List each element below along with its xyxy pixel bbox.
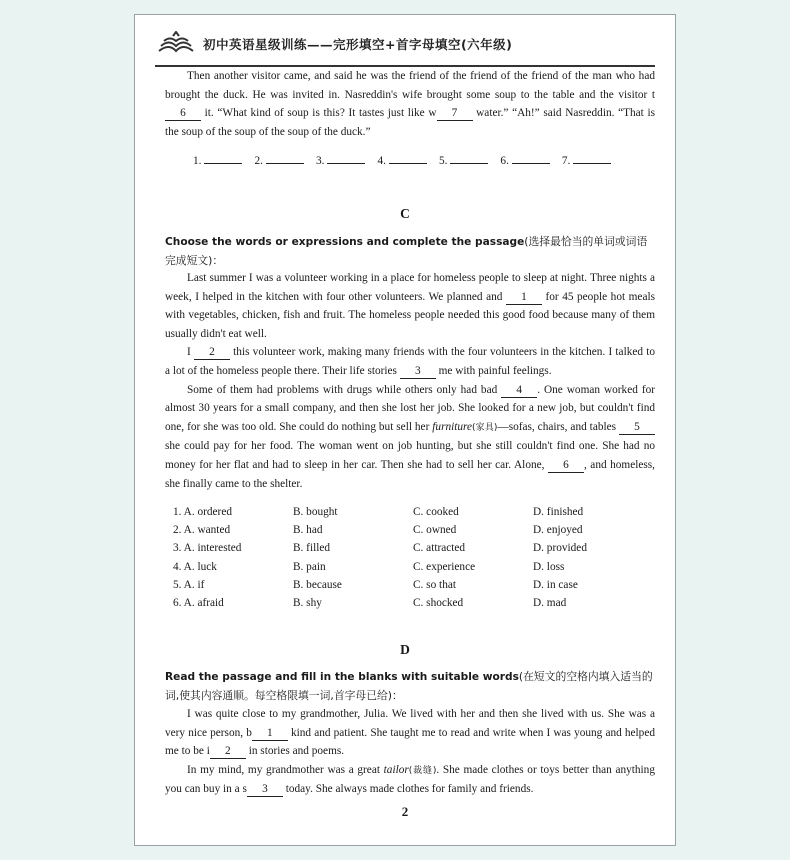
option[interactable]: D. mad bbox=[533, 596, 567, 609]
page-number: 2 bbox=[401, 804, 409, 819]
option-row bbox=[173, 597, 653, 615]
blank-1: 1 bbox=[252, 727, 288, 741]
option[interactable]: B. bought bbox=[293, 506, 338, 518]
blank-3: 3 bbox=[247, 783, 283, 797]
answer-line[interactable]: 6. bbox=[500, 153, 549, 167]
paragraph: I was quite close to my grandmother, Julia. We lived with her and then she lived with us. She was a very nice person, b 1 kind and patient. She taught me to read and write when I was young and helped me to be i 2 in stories and poems. bbox=[165, 708, 655, 758]
answer-line[interactable]: 3. bbox=[316, 153, 365, 167]
option[interactable]: C. attracted bbox=[413, 542, 466, 555]
option[interactable]: C. experience bbox=[413, 560, 476, 573]
option[interactable]: D. loss bbox=[533, 560, 565, 573]
option[interactable]: D. provided bbox=[533, 542, 587, 555]
section-c-instructions: Choose the words or expressions and complete the passage(选择最恰当的单词或词语完成短文)： bbox=[165, 235, 648, 267]
answer-line[interactable]: 5. bbox=[439, 153, 488, 167]
option[interactable]: D. in case bbox=[533, 578, 578, 591]
answer-line[interactable]: 2. bbox=[254, 153, 303, 167]
option[interactable]: C. owned bbox=[413, 524, 457, 537]
option-row bbox=[173, 542, 653, 560]
answer-line[interactable]: 7. bbox=[562, 153, 611, 167]
option[interactable]: B. filled bbox=[293, 542, 331, 555]
option[interactable]: 3. A. interested bbox=[173, 542, 242, 555]
option[interactable]: C. cooked bbox=[413, 506, 459, 518]
option-row bbox=[173, 579, 653, 597]
answer-line[interactable]: 4. bbox=[377, 153, 426, 167]
blank-1: 1 bbox=[506, 291, 542, 305]
header-title: 初中英语星级训练——完形填空+首字母填空(六年级) bbox=[203, 37, 513, 52]
answer-line[interactable]: 1. bbox=[193, 153, 242, 167]
section-c-letter: C bbox=[400, 206, 410, 221]
blank-3: 3 bbox=[400, 365, 436, 379]
paragraph: Some of them had problems with drugs while others only had bad 4 . One woman worked for almost 30 years for a small company, and then she lost her job. She looked for a new job, but couldn't find one, for she was too old. She could do nothing but sell her furniture(家具)—sofas, chairs, and tables 5 she could pay for her food. The woman went on job hunting, but she still couldn't find one. She had no money for her flat and had to sleep in her car. Then she had to sell her car. Alone, 6 , and homeless, she finally came to the shelter. bbox=[165, 383, 655, 490]
section-c-passage bbox=[165, 269, 655, 493]
section-d-passage bbox=[165, 705, 655, 799]
paragraph: I 2 this volunteer work, making many friends with the four volunteers in the kitchen. I talked to a lot of the homeless people there. Their life stories 3 me with painful feelings. bbox=[165, 346, 655, 377]
answer-lines bbox=[193, 153, 633, 167]
option[interactable]: 5. A. if bbox=[173, 578, 205, 591]
option[interactable]: 6. A. afraid bbox=[173, 596, 224, 609]
paragraph: Last summer I was a volunteer working in a place for homeless people to sleep at night. Three nights a week, I helped in the kitchen with four other volunteers. We planned and 1 for 45 people hot meals with vegetables, chicken, fish and fruit. The homeless people needed this good food because many of them usually didn't eat well. bbox=[165, 272, 655, 340]
blank-6: 6 bbox=[165, 107, 201, 121]
option[interactable]: 2. A. wanted bbox=[173, 524, 231, 537]
option-row bbox=[173, 561, 653, 579]
option[interactable]: B. pain bbox=[293, 560, 326, 573]
paragraph: In my mind, my grandmother was a great tailor(裁缝). She made clothes or toys better than anything you can buy in a s 3 today. She always made clothes for family and friends. bbox=[165, 763, 655, 796]
worksheet-page bbox=[134, 14, 676, 846]
option[interactable]: B. because bbox=[293, 578, 342, 591]
blank-5: 5 bbox=[619, 421, 655, 435]
option-row bbox=[173, 506, 653, 524]
option[interactable]: B. shy bbox=[293, 596, 322, 609]
blank-4: 4 bbox=[501, 384, 537, 398]
option[interactable]: C. so that bbox=[413, 578, 456, 591]
book-logo-icon bbox=[155, 31, 197, 59]
option[interactable]: D. finished bbox=[533, 506, 584, 518]
option-row bbox=[173, 524, 653, 542]
section-d-letter: D bbox=[400, 642, 410, 657]
blank-7: 7 bbox=[437, 107, 473, 121]
option[interactable]: D. enjoyed bbox=[533, 524, 583, 537]
option[interactable]: 1. A. ordered bbox=[173, 506, 232, 518]
option[interactable]: 4. A. luck bbox=[173, 560, 217, 573]
section-c-options bbox=[173, 506, 653, 615]
section-d-instructions: Read the passage and fill in the blanks with suitable words(在短文的空格内填入适当的词,使其内容通顺。每空格限填一词,首字母已给)： bbox=[165, 670, 653, 702]
blank-2: 2 bbox=[210, 745, 246, 759]
option[interactable]: B. had bbox=[293, 524, 323, 537]
blank-2: 2 bbox=[194, 346, 230, 360]
paragraph: Then another visitor came, and said he was the friend of the friend of the friend of the man who had brought the duck. He was invited in. Nasreddin's wife brought some soup to the table and the visitor t6 it. “What kind of soup is this? It tastes just like w 7 water.” “Ah!” said Nasreddin. “That is the soup of the soup of the soup of the duck.” bbox=[165, 70, 655, 138]
option[interactable]: C. shocked bbox=[413, 596, 464, 609]
section-b-tail bbox=[165, 67, 655, 141]
page-header bbox=[155, 31, 655, 59]
blank-6: 6 bbox=[548, 459, 584, 473]
